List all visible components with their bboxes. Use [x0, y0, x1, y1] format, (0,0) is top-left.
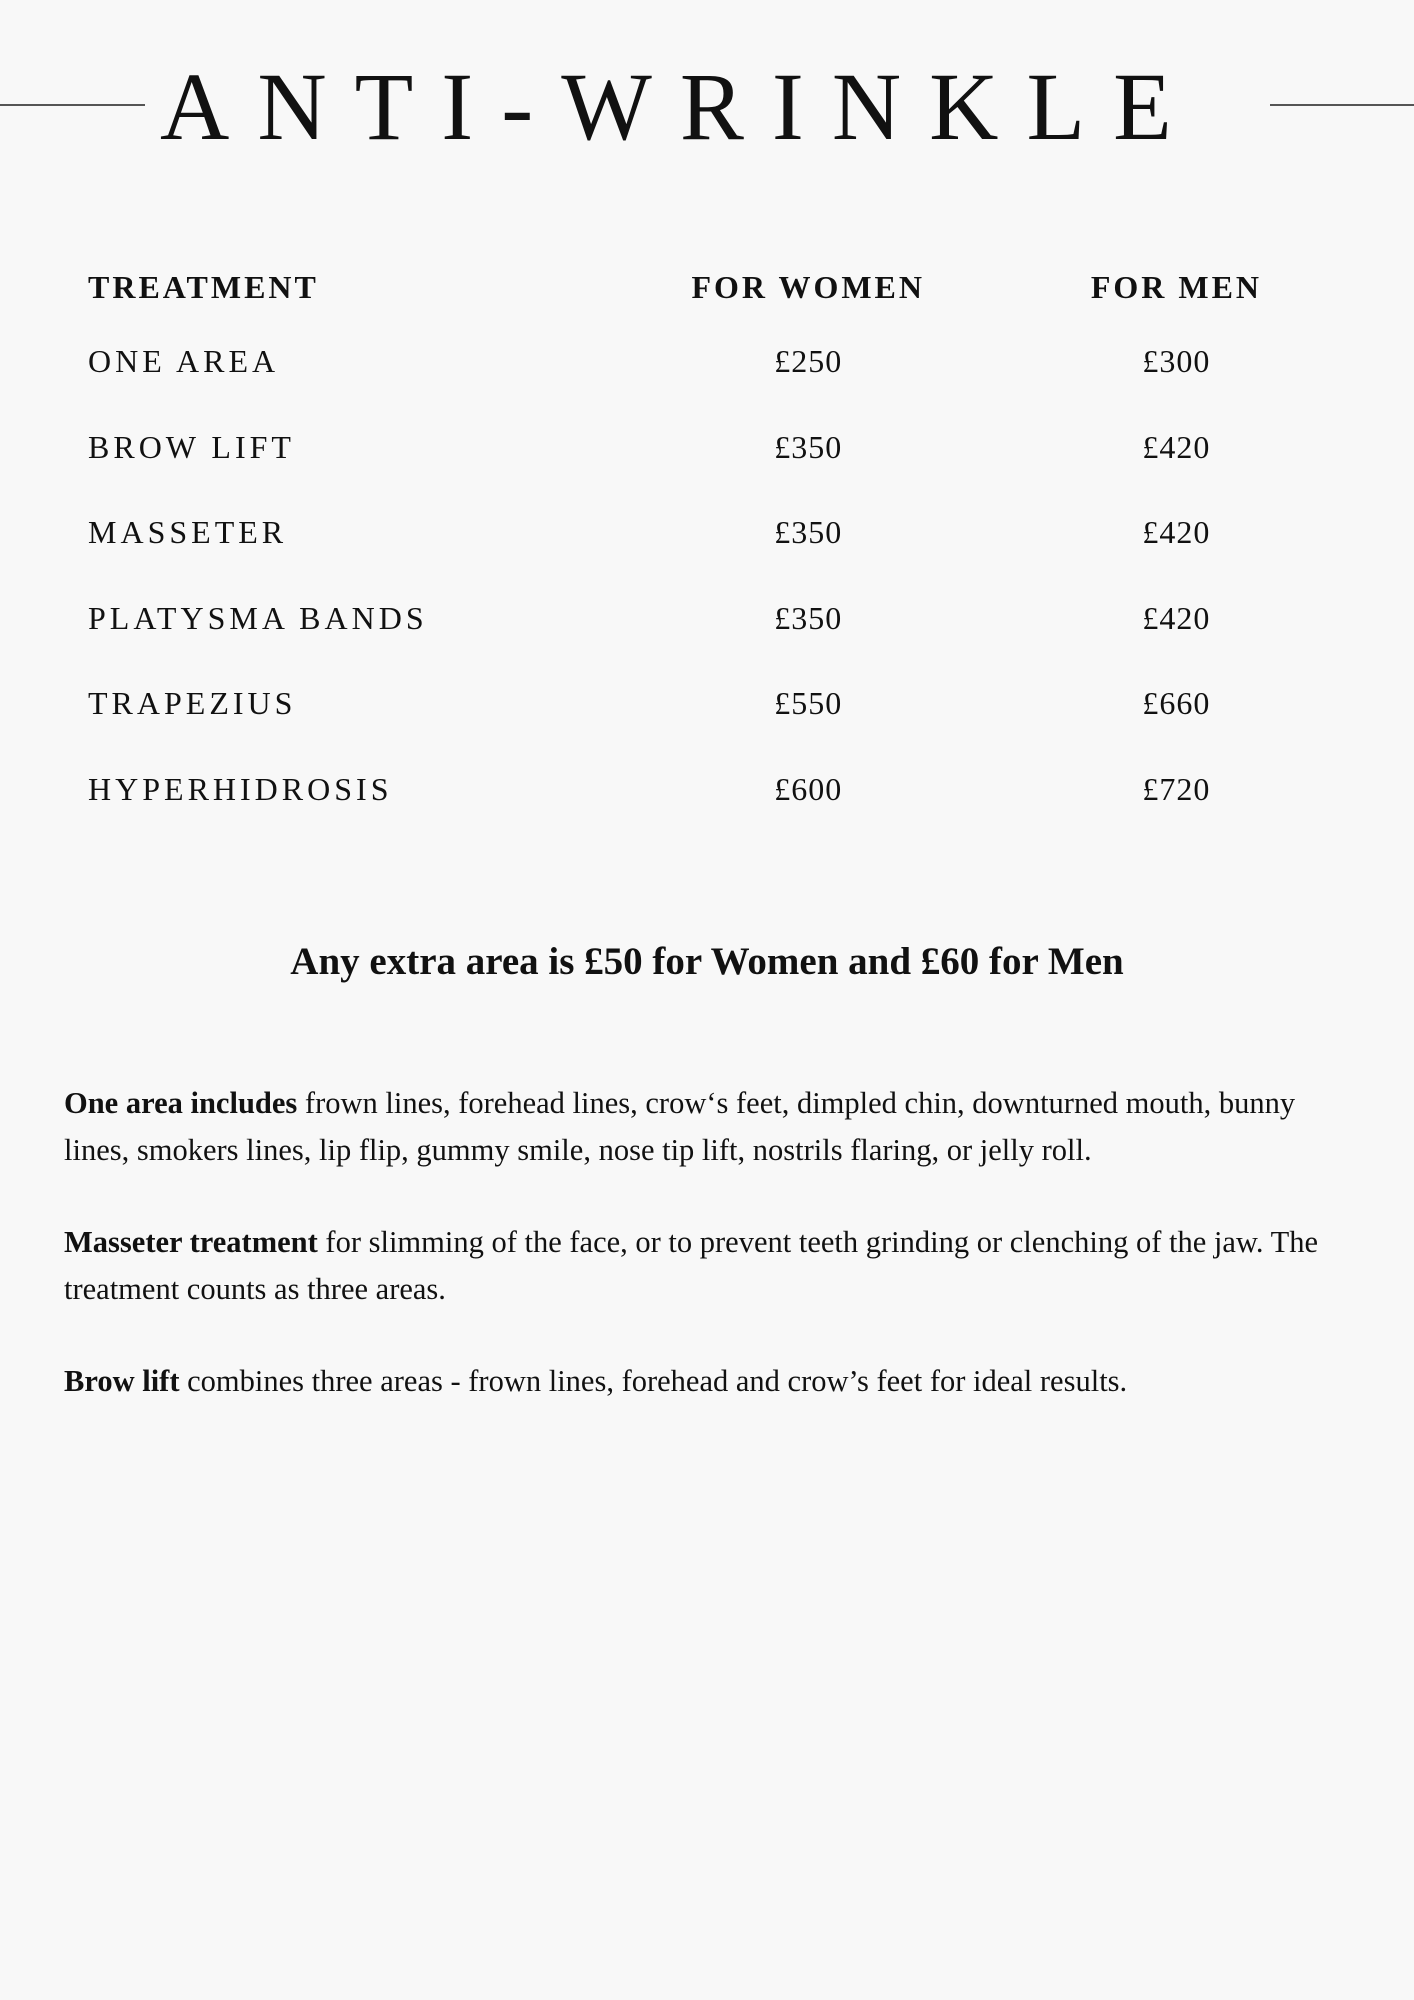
price-women: £350: [774, 599, 843, 636]
price-table: [88, 255, 1288, 832]
note-brow-lift: [64, 1358, 1354, 1405]
header-for-men: FOR MEN: [1090, 268, 1263, 305]
table-row: [88, 576, 1288, 662]
price-women: £600: [774, 770, 843, 807]
table-row: [88, 747, 1288, 833]
treatment-notes: [64, 1080, 1354, 1450]
note-one-area: [64, 1080, 1354, 1174]
note-heading: Brow lift: [64, 1364, 180, 1398]
page-header: [0, 52, 1414, 162]
treatment-name: BROW LIFT: [88, 428, 295, 465]
note-heading: One area includes: [64, 1086, 298, 1120]
treatment-name: TRAPEZIUS: [88, 685, 297, 722]
treatment-name: HYPERHIDROSIS: [88, 770, 393, 807]
price-women: £350: [774, 514, 843, 551]
table-row: [88, 661, 1288, 747]
treatment-name: PLATYSMA BANDS: [88, 599, 428, 636]
price-women: £550: [774, 685, 843, 722]
extra-area-note: Any extra area is £50 for Women and £60 for Men: [290, 940, 1124, 983]
price-women: £350: [774, 428, 843, 465]
table-row: [88, 405, 1288, 491]
header-treatment: TREATMENT: [88, 268, 319, 305]
note-body: frown lines, forehead lines, crow‘s feet, dimpled chin, downturned mouth, bunny lines, smokers lines, lip flip, gummy smile, nose tip lift, nostrils flaring, or jelly roll.: [64, 1086, 1296, 1167]
header-for-women: FOR WOMEN: [691, 268, 925, 305]
note-masseter: [64, 1219, 1354, 1313]
note-body: for slimming of the face, or to prevent teeth grinding or clenching of the jaw. The treatment counts as three areas.: [64, 1225, 1319, 1306]
note-body: combines three areas - frown lines, forehead and crow’s feet for ideal results.: [179, 1364, 1128, 1398]
treatment-name: MASSETER: [88, 514, 288, 551]
page-title: ANTI-WRINKLE: [160, 53, 1200, 160]
price-men: £660: [1142, 685, 1211, 722]
price-men: £420: [1142, 514, 1211, 551]
table-row: [88, 490, 1288, 576]
table-row: [88, 319, 1288, 405]
price-men: £420: [1142, 599, 1211, 636]
price-men: £720: [1142, 770, 1211, 807]
price-men: £420: [1142, 428, 1211, 465]
title-divider-right: [1270, 104, 1414, 106]
note-heading: Masseter treatment: [64, 1225, 318, 1259]
treatment-name: ONE AREA: [88, 343, 280, 380]
table-header-row: [88, 255, 1288, 319]
price-men: £300: [1142, 343, 1211, 380]
price-women: £250: [774, 343, 843, 380]
title-divider-left: [0, 104, 145, 106]
